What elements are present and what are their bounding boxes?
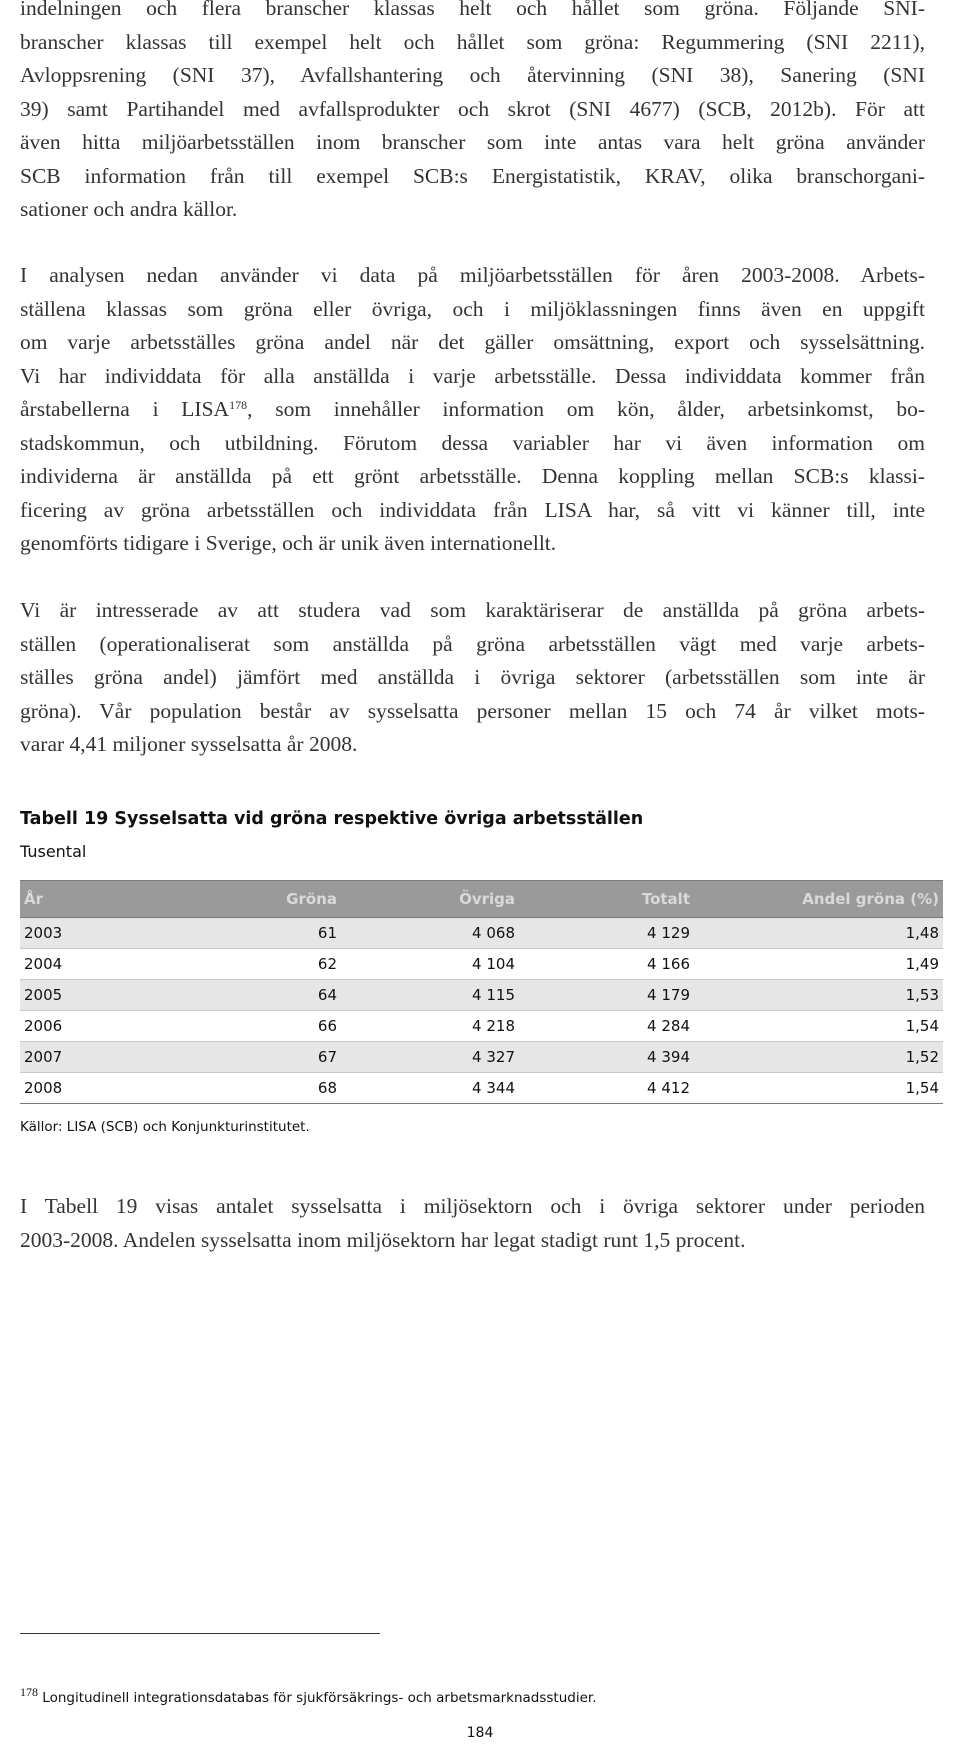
cell-other: 4 068: [341, 918, 519, 949]
cell-total: 4 129: [519, 918, 694, 949]
text-line: genomförts tidigare i Sverige, och är unik även internationellt.: [20, 531, 557, 555]
table-source-note: Källor: LISA (SCB) och Konjunkturinstitutet.: [20, 1119, 310, 1135]
cell-total: 4 394: [519, 1042, 694, 1073]
table-subtitle: Tusental: [20, 842, 87, 861]
text-line: om varje arbetsställes gröna andel när det gäller omsättning, export och sysselsättning.: [20, 330, 925, 354]
cell-green: 64: [118, 980, 341, 1011]
text-fragment: årstabellerna i LISA: [20, 397, 230, 421]
cell-green: 67: [118, 1042, 341, 1073]
cell-green: 62: [118, 949, 341, 980]
table-row: [20, 949, 943, 980]
paragraph-sni-classification: [20, 0, 925, 227]
table-row: [20, 918, 943, 949]
employment-table: [20, 880, 943, 1104]
cell-other: 4 115: [341, 980, 519, 1011]
text-line: sationer och andra källor.: [20, 197, 238, 221]
table-row: [20, 980, 943, 1011]
text-line: gröna). Vår population består av sysselsatta personer mellan 15 och 74 år vilket mots-: [20, 698, 925, 723]
table-title: Tabell 19 Sysselsatta vid gröna respektive övriga arbetsställen: [20, 809, 644, 829]
table-row: [20, 1073, 943, 1104]
paragraph-analysis-data: [20, 259, 925, 561]
cell-green-share: 1,53: [694, 980, 943, 1011]
text-line: branscher klassas till exempel helt och hållet som gröna: Regummering (SNI 2211),: [20, 29, 925, 54]
text-line: Avloppsrening (SNI 37), Avfallshantering och återvinning (SNI 38), Sanering (SNI: [20, 63, 925, 87]
cell-other: 4 218: [341, 1011, 519, 1042]
footnote: [20, 1685, 597, 1706]
cell-other: 4 327: [341, 1042, 519, 1073]
footnote-number: 178: [20, 1685, 38, 1699]
text-line: 2003-2008. Andelen sysselsatta inom miljösektorn har legat stadigt runt 1,5 procent.: [20, 1227, 746, 1252]
text-line: I analysen nedan använder vi data på miljöarbetsställen för åren 2003-2008. Arbets-: [20, 263, 925, 287]
text-line: även hitta miljöarbetsställen inom branscher som inte antas vara helt gröna använder: [20, 130, 925, 154]
cell-total: 4 412: [519, 1073, 694, 1104]
column-header-green: Gröna: [118, 881, 341, 918]
footnote-text: Longitudinell integrationsdatabas för sjukförsäkrings- och arbetsmarknadsstudier.: [38, 1690, 597, 1706]
cell-green: 66: [118, 1011, 341, 1042]
cell-year: 2006: [20, 1011, 118, 1042]
text-line: Vi är intresserade av att studera vad som karaktäriserar de anställda på gröna arbets-: [20, 598, 925, 622]
column-header-year: År: [20, 881, 118, 918]
cell-total: 4 179: [519, 980, 694, 1011]
cell-green-share: 1,48: [694, 918, 943, 949]
cell-total: 4 166: [519, 949, 694, 980]
cell-year: 2008: [20, 1073, 118, 1104]
text-line: Vi har individdata för alla anställda i varje arbetsställe. Dessa individdata kommer från: [20, 363, 925, 388]
column-header-other: Övriga: [341, 881, 519, 918]
cell-green-share: 1,49: [694, 949, 943, 980]
cell-other: 4 344: [341, 1073, 519, 1104]
text-line: ställena klassas som gröna eller övriga, och i miljöklassningen finns även en uppgift: [20, 296, 925, 321]
cell-green: 68: [118, 1073, 341, 1104]
text-line: individerna är anställda på ett grönt arbetsställe. Denna koppling mellan SCB:s klassi-: [20, 464, 925, 488]
cell-other: 4 104: [341, 949, 519, 980]
cell-green: 61: [118, 918, 341, 949]
cell-green-share: 1,52: [694, 1042, 943, 1073]
footnote-reference: 178: [229, 398, 248, 412]
page-number: 184: [466, 1725, 494, 1741]
cell-total: 4 284: [519, 1011, 694, 1042]
paragraph-table-summary: [20, 1190, 925, 1257]
text-line: varar 4,41 miljoner sysselsatta år 2008.: [20, 732, 358, 756]
cell-green-share: 1,54: [694, 1011, 943, 1042]
column-header-green-share: Andel gröna (%): [694, 881, 943, 918]
text-line: stadskommun, och utbildning. Förutom dessa variabler har vi även information om: [20, 430, 925, 455]
text-fragment: , som innehåller information om kön, ålder, arbetsinkomst, bo-: [247, 397, 925, 421]
text-line: [20, 393, 925, 427]
table-header-row: [20, 881, 943, 918]
cell-year: 2007: [20, 1042, 118, 1073]
text-line: ficering av gröna arbetsställen och individdata från LISA har, så vitt vi känner till, inte: [20, 497, 925, 522]
cell-year: 2005: [20, 980, 118, 1011]
text-line: SCB information från till exempel SCB:s Energistatistik, KRAV, olika branschorgani-: [20, 163, 925, 188]
text-line: ställen (operationaliserat som anställda på gröna arbetsställen vägt med varje arbets-: [20, 631, 925, 656]
table-row: [20, 1042, 943, 1073]
cell-year: 2003: [20, 918, 118, 949]
table-row: [20, 1011, 943, 1042]
cell-green-share: 1,54: [694, 1073, 943, 1104]
text-line: indelningen och flera branscher klassas helt och hållet som gröna. Följande SNI-: [20, 0, 925, 20]
text-line: 39) samt Partihandel med avfallsprodukter och skrot (SNI 4677) (SCB, 2012b). För att: [20, 96, 925, 121]
text-line: I Tabell 19 visas antalet sysselsatta i miljösektorn och i övriga sektorer under perioden: [20, 1194, 925, 1218]
cell-year: 2004: [20, 949, 118, 980]
text-line: ställes gröna andel) jämfört med anställda i övriga sektorer (arbetsställen som inte är: [20, 665, 925, 689]
column-header-total: Totalt: [519, 881, 694, 918]
footnote-divider: [20, 1633, 380, 1634]
paragraph-study-population: [20, 594, 925, 762]
